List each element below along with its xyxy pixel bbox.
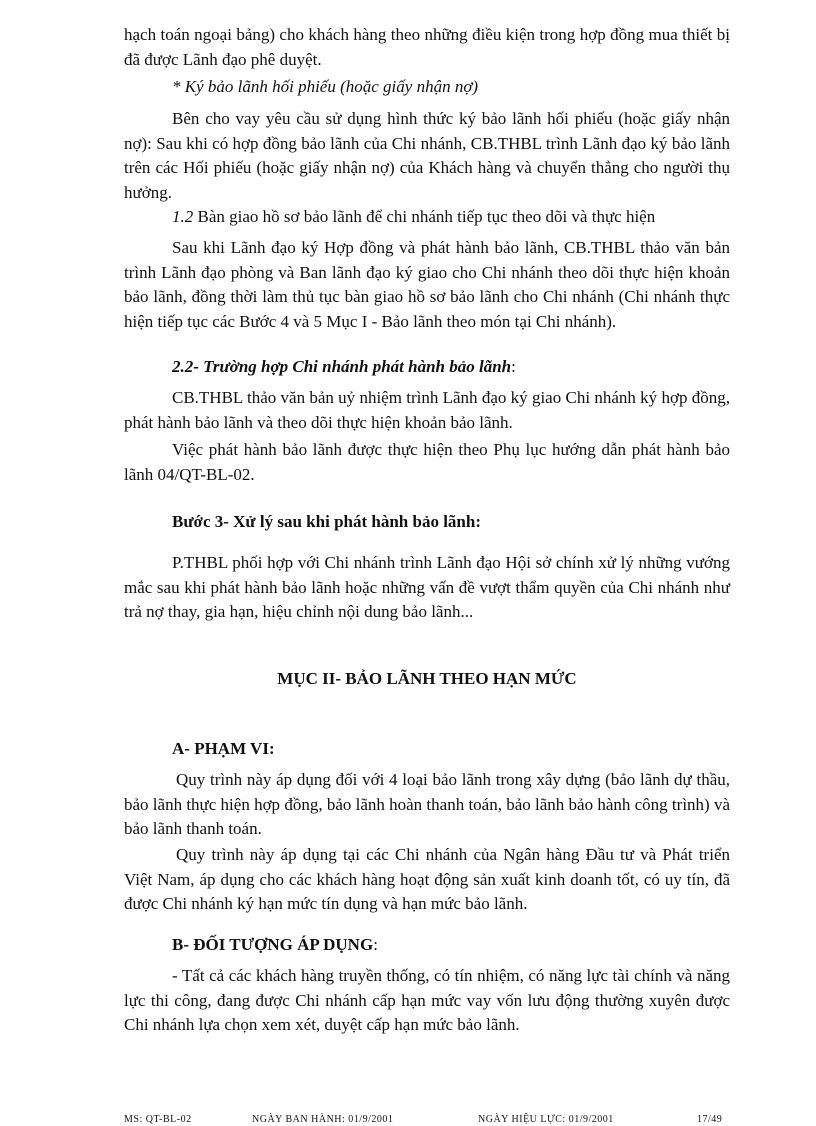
- section-a-title: A- PHẠM VI:: [172, 739, 275, 758]
- paragraph-appendix: Việc phát hành bảo lãnh được thực hiện theo Phụ lục hướng dẫn phát hành bảo lãnh 04/QT-BL-02.: [124, 440, 730, 484]
- section-b-title: [124, 933, 730, 957]
- subheading-handover: [124, 205, 730, 230]
- paragraph-authorization: CB.THBL thảo văn bản uỷ nhiệm trình Lãnh đạo ký giao Chi nhánh ký hợp đồng, phát hành bảo lãnh và theo dõi thực hiện khoản bảo lãnh.: [124, 388, 730, 432]
- paragraph-handover: Sau khi Lãnh đạo ký Hợp đồng và phát hành bảo lãnh, CB.THBL thảo văn bản trình Lãnh đạo phòng và Ban lãnh đạo ký giao cho Chi nhánh theo dõi thực hiện khoản bảo lãnh, đồng thời làm thủ tục bàn giao hồ sơ bảo lãnh cho Chi nhánh (Chi nhánh thực hiện tiếp tục các Bước 4 và 5 Mục I - Bảo lãnh theo món tại Chi nhánh).: [124, 238, 730, 331]
- subheading-text: Bàn giao hồ sơ bảo lãnh để chi nhánh tiếp tục theo dõi và thực hiện: [193, 207, 656, 226]
- paragraph-scope: Quy trình này áp dụng đối với 4 loại bảo lãnh trong xây dựng (bảo lãnh dự thầu, bảo lãnh thực hiện hợp đồng, bảo lãnh hoàn thanh toán, bảo lãnh bảo hành công trình) và bảo lãnh thanh toán.: [124, 770, 730, 838]
- paragraph-eligible-customers: - Tất cả các khách hàng truyền thống, có tín nhiệm, có năng lực tài chính và năng lực thi công, đang được Chi nhánh cấp hạn mức vay vốn lưu động thường xuyên được Chi nhánh lựa chọn xem xét, duyệt cấp hạn mức bảo lãnh.: [124, 966, 730, 1034]
- footer-issue-date: NGÀY BAN HÀNH: 01/9/2001: [252, 1114, 394, 1125]
- footer-page-number: 17/49: [697, 1114, 723, 1125]
- section-b-title-text: B- ĐỐI TƯỢNG ÁP DỤNG: [172, 935, 374, 954]
- section-b-colon: :: [373, 935, 378, 954]
- paragraph-draft-guarantee: Bên cho vay yêu cầu sử dụng hình thức ký bảo lãnh hối phiếu (hoặc giấy nhận nợ): Sau khi có hợp đồng bảo lãnh của Chi nhánh, CB.THBL trình Lãnh đạo ký bảo lãnh trên các Hối phiếu (hoặc giấy nhận nợ) của Khách hàng và chuyển thẳng cho người thụ hưởng.: [124, 109, 730, 202]
- paragraph-contract-continuation: hạch toán ngoại bảng) cho khách hàng theo những điều kiện trong hợp đồng mua thiết bị đã được Lãnh đạo phê duyệt.: [124, 25, 730, 69]
- subheading-draft-guarantee: * Ký bảo lãnh hối phiếu (hoặc giấy nhận nợ): [172, 77, 479, 96]
- subheading-branch-issue-title: 2.2- Trường hợp Chi nhánh phát hành bảo lãnh: [172, 357, 512, 376]
- paragraph-application: Quy trình này áp dụng tại các Chi nhánh của Ngân hàng Đầu tư và Phát triển Việt Nam, áp dụng cho các khách hàng hoạt động sản xuất kinh doanh tốt, có uy tín, đã được Chi nhánh ký hạn mức tín dụng và hạn mức bảo lãnh.: [124, 845, 730, 913]
- subheading-colon: :: [511, 357, 516, 376]
- step-3-heading: Bước 3- Xử lý sau khi phát hành bảo lãnh:: [172, 512, 481, 531]
- paragraph-post-issue: P.THBL phối hợp với Chi nhánh trình Lãnh đạo Hội sở chính xử lý những vướng mắc sau khi phát hành bảo lãnh hoặc những vấn đề vượt thẩm quyền của Chi nhánh như trả nợ thay, gia hạn, hiệu chỉnh nội dung bảo lãnh...: [124, 553, 730, 621]
- footer-doc-code: MS: QT-BL-02: [124, 1114, 192, 1125]
- section-title: MỤC II- BẢO LÃNH THEO HẠN MỨC: [277, 669, 577, 688]
- subheading-number: 1.2: [172, 207, 194, 226]
- subheading-branch-issue: [124, 355, 730, 380]
- footer-effective-date: NGÀY HIỆU LỰC: 01/9/2001: [478, 1114, 614, 1125]
